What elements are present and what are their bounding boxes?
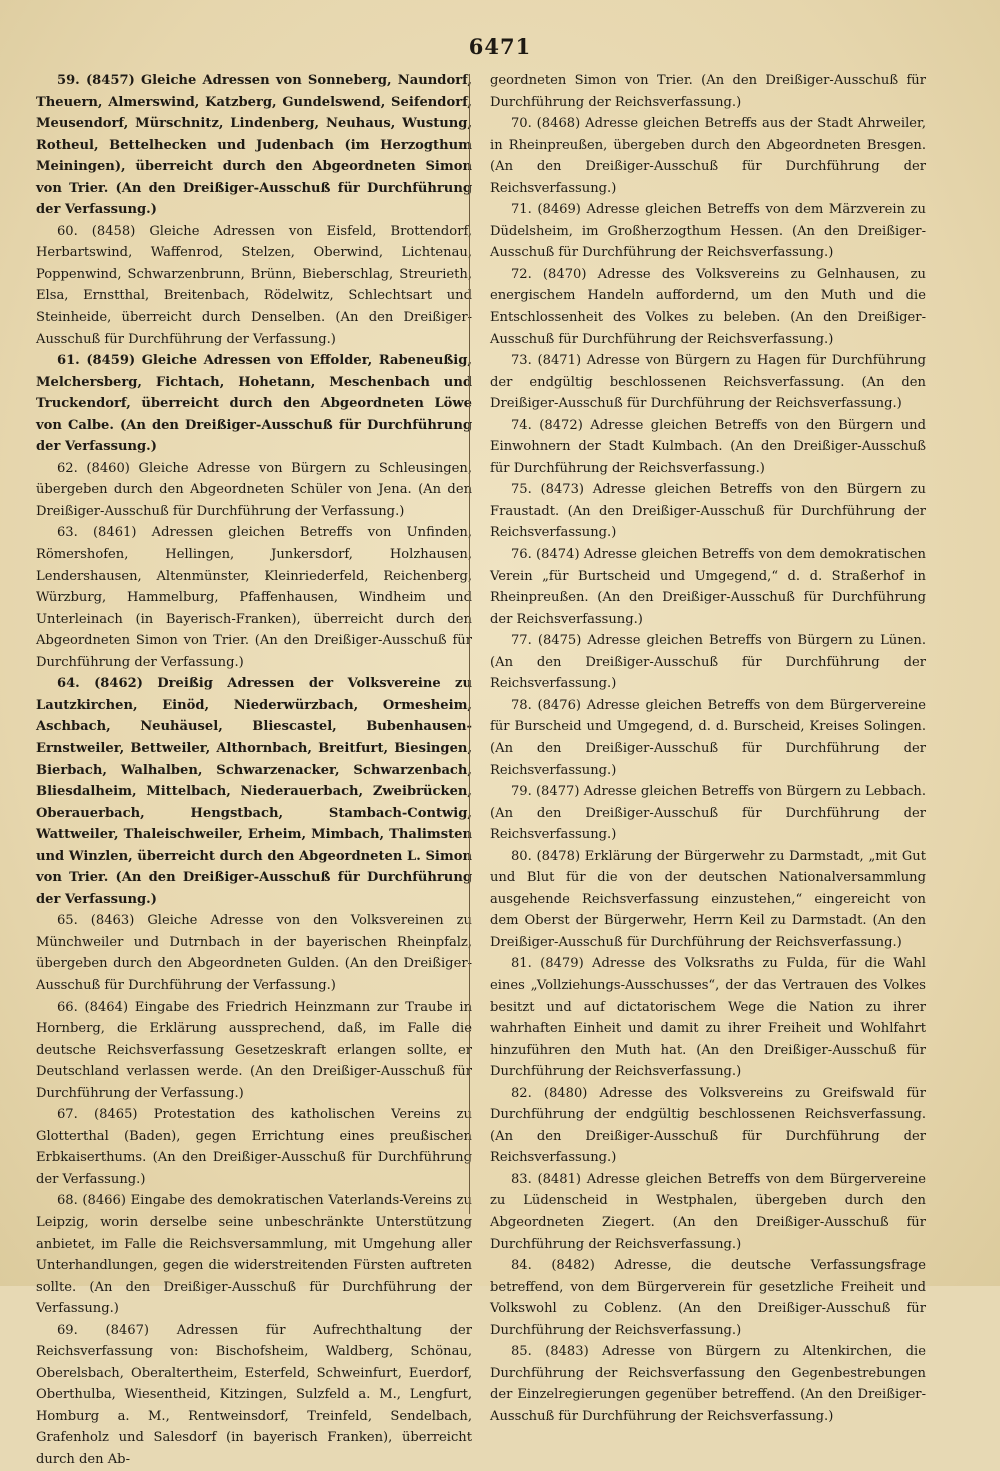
entry-60: 60. (8458) Gleiche Adressen von Eisfeld, Brottendorf, Herbartswind, Waffenrod, Stelzen, Oberwind, Lichtenau, Poppenwind, Schwarzenbrunn, Brünn, Bieberschlag, Streurieth, Elsa, Ernstthal, Breitenbach, Rödelwitz, Schlechtsart und Steinheide, überreicht durch Denselben. (An den Dreißiger-Ausschuß für Durchführung der Verfassung.) [36,223,472,347]
entry-72: 72. (8470) Adresse des Volksvereins zu Gelnhausen, zu energischem Handeln auffordernd, um den Muth und die Entschlossenheit des Volkes zu beleben. (An den Dreißiger-Ausschuß für Durchführung der Reichsverfassung.) [490,266,926,347]
entry-67: 67. (8465) Protestation des katholischen Vereins zu Glotterthal (Baden), gegen Errichtung eines preußischen Erbkaiserthums. (An den Dreißiger-Ausschuß für Durchführung der Verfassung.) [36,1107,472,1187]
entry-81: 81. (8479) Adresse des Volksraths zu Fulda, für die Wahl eines „Vollziehungs-Ausschusses“, der das Vertrauen des Volkes besitzt und auf dictatorischem Wege die Nation zu ihrer wahrhaften Einheit und damit zu ihrer Freiheit und Wohlfahrt hinzuführen den Muth hat. (An den Dreißiger-Ausschuß für Durchführung der Reichsverfassung.) [490,956,926,1080]
entry-84: 84. (8482) Adresse, die deutsche Verfassungsfrage betreffend, von dem Bürgerverein für gesetzliche Freiheit und Volkswohl zu Coblenz. (An den Dreißiger-Ausschuß für Durchführung der Reichsverfassung.) [490,1258,926,1338]
entry-63: 63. (8461) Adressen gleichen Betreffs von Unfinden, Römershofen, Hellingen, Junkersdorf, Holzhausen, Lendershausen, Altenmünster, Kleinriederfeld, Reichenberg, Würzburg, Hammelburg, Pfaffenhausen, Windheim und Unterleinach (in Bayerisch-Franken), überreicht durch den Abgeordneten Simon von Trier. (An den Dreißiger-Ausschuß für Durchführung der Verfassung.) [36,525,472,670]
entry-82: 82. (8480) Adresse des Volksvereins zu Greifswald für Durchführung der endgültig beschlossenen Reichsverfassung. (An den Dreißiger-Ausschuß für Durchführung der Reichsverfassung.) [490,1085,926,1166]
right-column [490,70,926,1427]
entry-68: 68. (8466) Eingabe des demokratischen Vaterlands-Vereins zu Leipzig, worin derselbe seine unbeschränkte Unterstützung anbietet, im Falle die Reichsversammlung, mit Umgehung aller Unterhandlungen, gegen die widerstreitenden Fürsten auftreten sollte. (An den Dreißiger-Ausschuß für Durchführung der Verfassung.) [36,1193,472,1317]
entry-77: 77. (8475) Adresse gleichen Betreffs von Bürgern zu Lünen. (An den Dreißiger-Ausschuß für Durchführung der Reichsverfassung.) [490,633,926,692]
entry-66: 66. (8464) Eingabe des Friedrich Heinzmann zur Traube in Hornberg, die Erklärung aussprechend, daß, im Falle die deutsche Reichsverfassung Gesetzeskraft erlangen sollte, er Deutschland verlassen werde. (An den Dreißiger-Ausschuß für Durchführung der Verfassung.) [36,999,472,1101]
entry-80: 80. (8478) Erklärung der Bürgerwehr zu Darmstadt, „mit Gut und Blut für die von der deutschen Nationalversammlung ausgehende Reichsverfassung einzustehen,“ eingereicht von dem Oberst der Bürgerwehr, Herrn Keil zu Darmstadt. (An den Dreißiger-Ausschuß für Durchführung der Reichsverfassung.) [490,848,926,950]
entry-61: 61. (8459) Gleiche Adressen von Effolder, Rabeneußig, Melchersberg, Fichtach, Hohetann, Meschenbach und Truckendorf, überreicht durch den Abgeordneten Löwe von Calbe. (An den Dreißiger-Ausschuß für Durchführung der Verfassung.) [36,353,472,455]
left-column [36,70,472,1471]
entry-64: 64. (8462) Dreißig Adressen der Volksvereine zu Lautzkirchen, Einöd, Niederwürzbach, Ormesheim, Aschbach, Neuhäusel, Bliescastel, Bubenhausen-Ernstweiler, Bettweiler, Althornbach, Breitfurt, Biesingen, Bierbach, Walhalben, Schwarzenacker, Schwarzenbach, Bliesdalheim, Mittelbach, Niederauerbach, Zweibrücken, Oberauerbach, Hengstbach, Stambach-Contwig, Wattweiler, Thaleischweiler, Erheim, Mimbach, Thalimsten und Winzlen, überreicht durch den Abgeordneten L. Simon von Trier. (An den Dreißiger-Ausschuß für Durchführung der Verfassung.) [36,676,472,907]
entry-76: 76. (8474) Adresse gleichen Betreffs von dem demokratischen Verein „für Burtscheid und Umgegend,“ d. d. Straßerhof in Rheinpreußen. (An den Dreißiger-Ausschuß für Durchführung der Reichsverfassung.) [490,547,926,627]
page-number: 6471 [468,34,532,59]
entry-75: 75. (8473) Adresse gleichen Betreffs von den Bürgern zu Fraustadt. (An den Dreißiger-Ausschuß für Durchführung der Reichsverfassung.) [490,482,926,541]
entry-85: 85. (8483) Adresse von Bürgern zu Altenkirchen, die Durchführung der Reichsverfassung den Gegenbestrebungen der Einzelregierungen gegenüber betreffend. (An den Dreißiger-Ausschuß für Durchführung der Reichsverfassung.) [490,1344,926,1424]
entry-69-continuation: geordneten Simon von Trier. (An den Dreißiger-Ausschuß für Durchführung der Reichsverfassung.) [490,73,926,110]
entry-79: 79. (8477) Adresse gleichen Betreffs von Bürgern zu Lebbach. (An den Dreißiger-Ausschuß für Durchführung der Reichsverfassung.) [490,784,926,843]
entry-83: 83. (8481) Adresse gleichen Betreffs von dem Bürgervereine zu Lüdenscheid in Westphalen, übergeben durch den Abgeordneten Ziegert. (An den Dreißiger-Ausschuß für Durchführung der Reichsverfassung.) [490,1171,926,1252]
entry-69: 69. (8467) Adressen für Aufrechthaltung der Reichsverfassung von: Bischofsheim, Waldberg, Schönau, Oberelsbach, Oberaltertheim, Esterfeld, Schweinfurt, Euerdorf, Oberthulba, Wiesentheid, Kitzingen, Sulzfeld a. M., Lengfurt, Homburg a. M., Rentweinsdorf, Treinfeld, Sendelbach, Grafenholz und Salesdorf (in bayerisch Franken), überreicht durch den Ab- [36,1322,472,1467]
entry-74: 74. (8472) Adresse gleichen Betreffs von den Bürgern und Einwohnern der Stadt Kulmbach. (An den Dreißiger-Ausschuß für Durchführung der Reichsverfassung.) [490,417,926,476]
entry-71: 71. (8469) Adresse gleichen Betreffs von dem Märzverein zu Düdelsheim, im Großherzogthum Hessen. (An den Dreißiger-Ausschuß für Durchführung der Reichsverfassung.) [490,202,926,261]
entry-73: 73. (8471) Adresse von Bürgern zu Hagen für Durchführung der endgültig beschlossenen Reichsverfassung. (An den Dreißiger-Ausschuß für Durchführung der Reichsverfassung.) [490,353,926,412]
entry-59: 59. (8457) Gleiche Adressen von Sonneberg, Naundorf, Theuern, Almerswind, Katzberg, Gundelswend, Seifendorf, Meusendorf, Mürschnitz, Lindenberg, Neuhaus, Wustung, Rotheul, Bettelhecken und Judenbach (im Herzogthum Meiningen), überreicht durch den Abgeordneten Simon von Trier. (An den Dreißiger-Ausschuß für Durchführung der Verfassung.) [36,73,472,218]
entry-65: 65. (8463) Gleiche Adresse von den Volksvereinen zu Münchweiler und Dutrnbach in der bayerischen Rheinpfalz, übergeben durch den Abgeordneten Gulden. (An den Dreißiger-Ausschuß für Durchführung der Verfassung.) [36,913,472,993]
entry-62: 62. (8460) Gleiche Adresse von Bürgern zu Schleusingen, übergeben durch den Abgeordneten Schüler von Jena. (An den Dreißiger-Ausschuß für Durchführung der Verfassung.) [36,460,472,519]
column-divider [469,74,470,1214]
entry-78: 78. (8476) Adresse gleichen Betreffs von dem Bürgervereine für Burscheid und Umgegend, d. d. Burscheid, Kreises Solingen. (An den Dreißiger-Ausschuß für Durchführung der Reichsverfassung.) [490,697,926,778]
entry-70: 70. (8468) Adresse gleichen Betreffs aus der Stadt Ahrweiler, in Rheinpreußen, übergeben durch den Abgeordneten Bresgen. (An den Dreißiger-Ausschuß für Durchführung der Reichsverfassung.) [490,116,926,196]
